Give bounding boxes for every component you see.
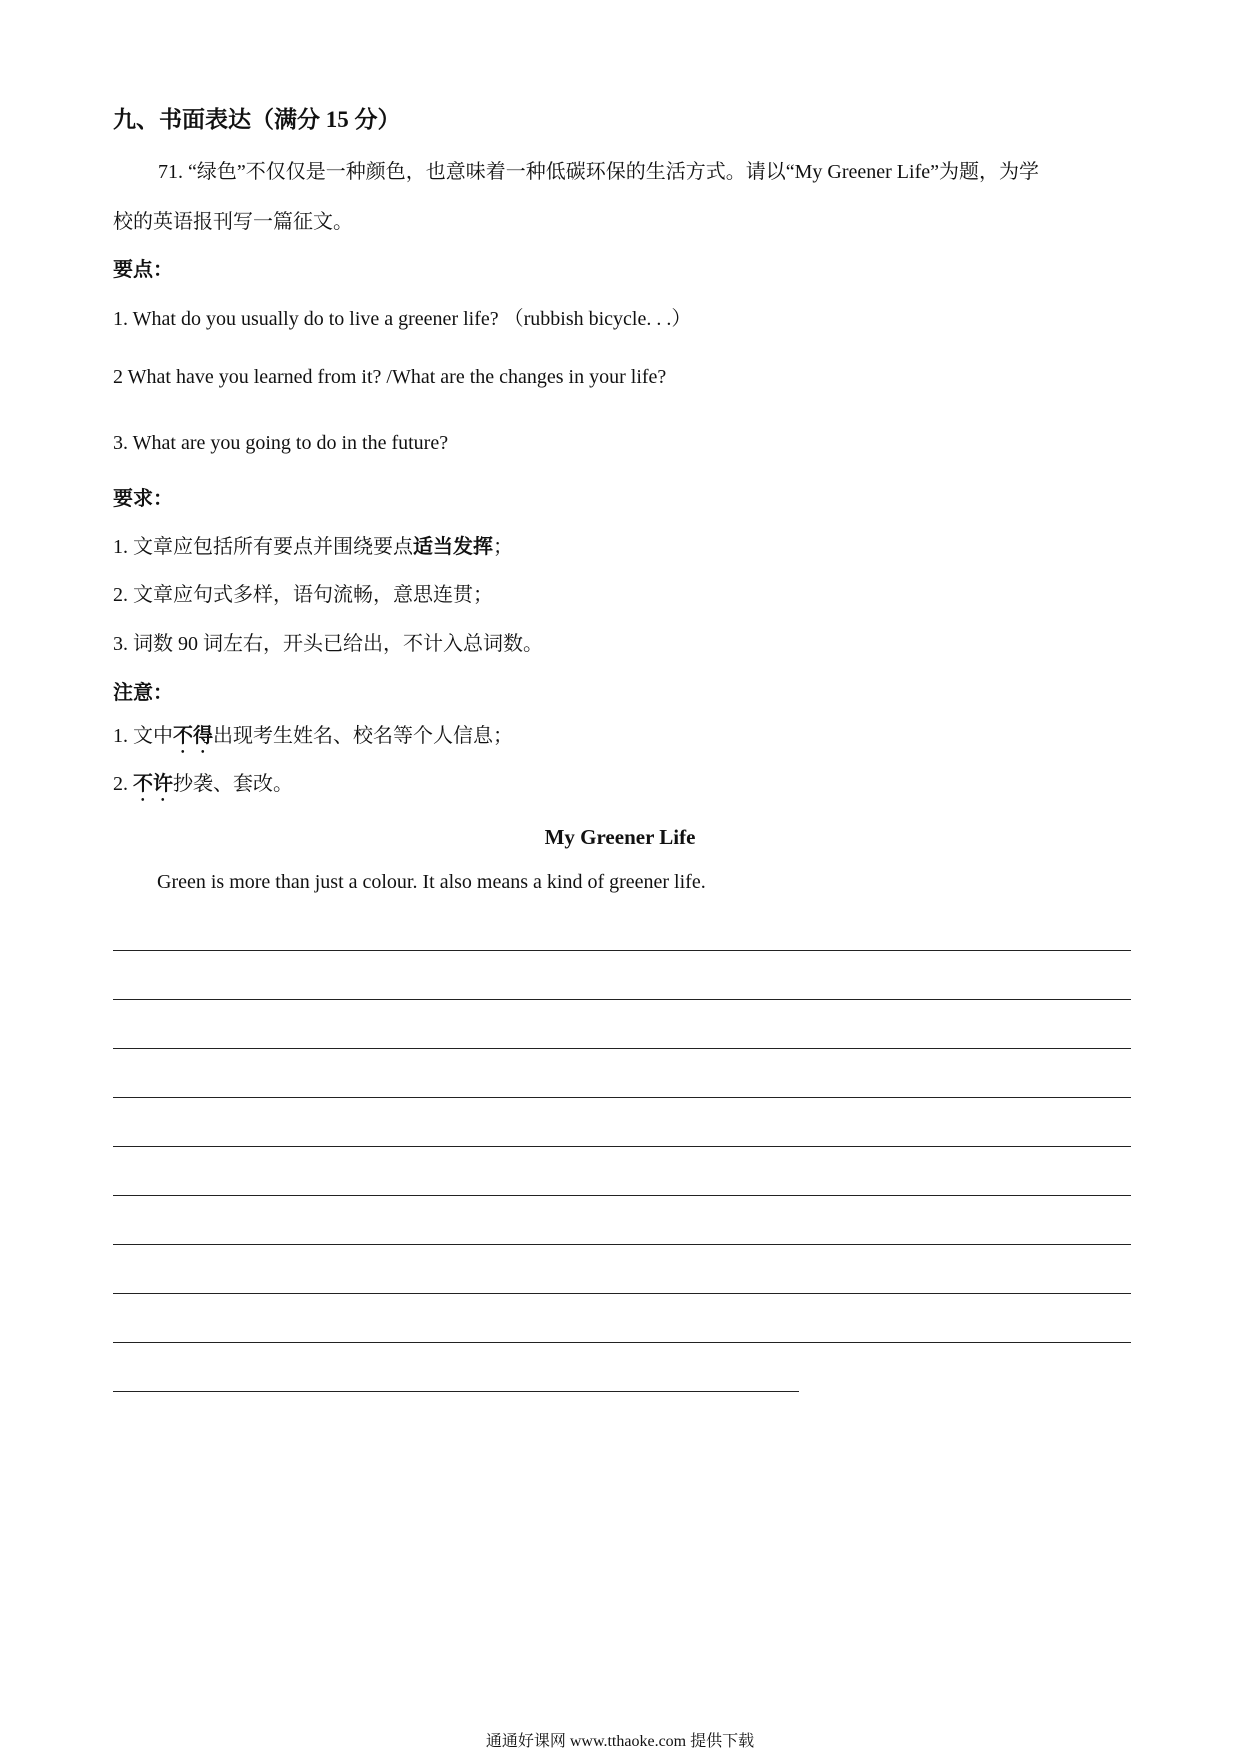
writing-line: [113, 1293, 1131, 1294]
essay-title: My Greener Life: [544, 825, 696, 849]
requirement-1-bold: 适当发挥: [413, 536, 493, 558]
requirements-label: 要求：: [113, 488, 173, 510]
writing-line: [113, 1146, 1131, 1147]
writing-line: [113, 1342, 1131, 1343]
writing-line: [113, 1244, 1131, 1245]
question-intro-line-1: 71. “绿色”不仅仅是一种颜色，也意味着一种低碳环保的生活方式。请以“My Greener Life”为题，为学: [158, 161, 1039, 183]
requirement-1-end: ；: [493, 536, 513, 558]
footer-text: 通通好课网 www.tthaoke.com 提供下载: [485, 1733, 755, 1750]
note-1-emphasis: 不得: [173, 725, 213, 747]
note-2-end: 抄袭、套改。: [173, 773, 293, 795]
note-1-text: 1. 文中: [113, 725, 173, 747]
note-1-end: 出现考生姓名、校名等个人信息；: [213, 725, 513, 747]
writing-line: [113, 999, 1131, 1000]
notes-label: 注意：: [113, 682, 173, 704]
question-intro-line-2: 校的英语报刊写一篇征文。: [113, 211, 353, 233]
writing-line: [113, 1195, 1131, 1196]
requirement-3: 3. 词数 90 词左右，开头已给出，不计入总词数。: [113, 633, 543, 655]
requirement-1: [113, 530, 513, 559]
writing-line: [113, 1048, 1131, 1049]
requirement-1-text: 1. 文章应包括所有要点并围绕要点: [113, 536, 413, 558]
key-point-3: 3. What are you going to do in the future?: [113, 432, 449, 454]
note-2-emphasis: 不许: [133, 773, 173, 795]
requirement-2: 2. 文章应句式多样，语句流畅，意思连贯；: [113, 584, 493, 606]
key-point-1: 1. What do you usually do to live a greener life? （rubbish bicycle. . .）: [113, 308, 692, 330]
writing-line-last: [113, 1391, 799, 1392]
section-heading: 九、书面表达（满分 15 分）: [113, 107, 401, 132]
note-2-number: 2.: [113, 773, 133, 795]
note-2: [113, 767, 293, 806]
essay-opening: Green is more than just a colour. It also means a kind of greener life.: [157, 871, 706, 893]
writing-line: [113, 1097, 1131, 1098]
writing-line: [113, 950, 1131, 951]
note-1: [113, 719, 513, 758]
key-point-2: 2 What have you learned from it? /What are the changes in your life?: [113, 366, 667, 388]
key-points-label: 要点：: [113, 259, 173, 281]
